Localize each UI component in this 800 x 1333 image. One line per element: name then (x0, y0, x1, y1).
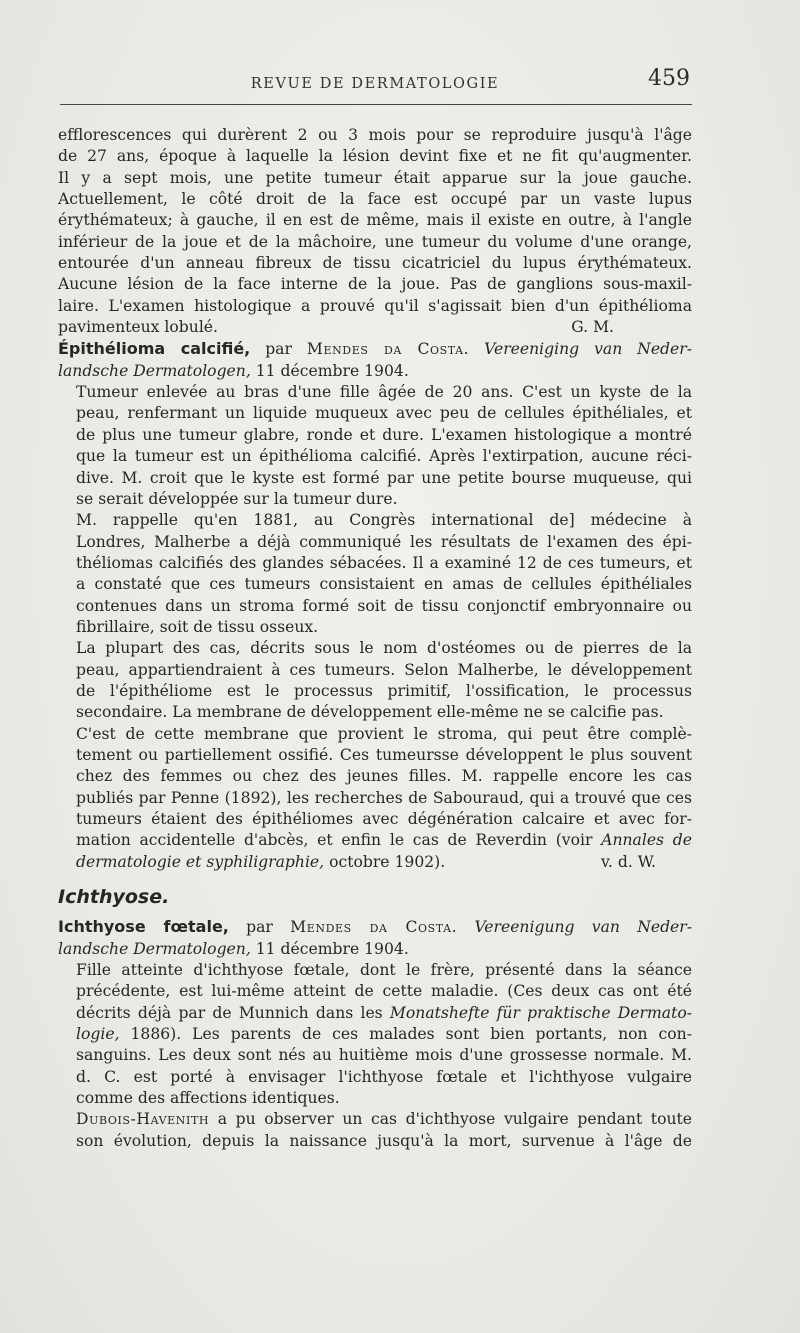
body-text (58, 125, 692, 1152)
journal-name: Vereenigung van Neder- (474, 918, 693, 937)
text-line (58, 852, 692, 873)
text-line: Aucune lésion de la face interne de la joue. Pas de ganglions sous-maxil- (58, 275, 692, 294)
article-title: Ichthyose fœtale, (58, 917, 229, 937)
text-line (58, 916, 692, 938)
text-line: chez des femmes ou chez des jeunes filles. M. rappelle encore les cas (76, 767, 692, 786)
text-line: entourée d'un anneau fibreux de tissu cicatriciel du lupus érythémateux. (58, 254, 692, 273)
text-line: a constaté que ces tumeurs consistaient en amas de cellules épithéliales (76, 575, 692, 594)
text-line: Il y a sept mois, une petite tumeur était apparue sur la joue gauche. (58, 168, 692, 187)
journal-name: landsche Dermatologen, (58, 361, 251, 380)
text-line: peau, renfermant un liquide muqueux avec peu de cellules épithéliales, et (76, 404, 692, 423)
text-line: se serait développée sur la tumeur dure. (76, 489, 398, 508)
text-line: inférieur de la joue et de la mâchoire, une tumeur du volume d'une orange, (58, 232, 692, 251)
text-line: tement ou partiellement ossifié. Ces tumeursse développent le plus souvent (76, 745, 692, 764)
article2-paragraph (58, 724, 692, 873)
cited-author: Dubois-Havenith (76, 1110, 210, 1129)
text-line: tumeurs étaient des épithéliomes avec dégénération calcaire et avec for- (76, 810, 692, 828)
journal-name: Annales de (601, 831, 692, 850)
text-line (58, 338, 692, 360)
article1-paragraph (58, 125, 692, 338)
text-fragment: par (228, 918, 291, 937)
text-line: La plupart des cas, décrits sous le nom d'ostéomes ou de pierres de la (76, 639, 692, 658)
text-line: de l'épithéliome est le processus primitif, l'ossification, le processus (76, 681, 692, 700)
text-line: que la tumeur est un épithélioma calcifié. Après l'extirpation, aucune réci- (76, 447, 692, 466)
text-line: publiés par Penne (1892), les recherches de Sabouraud, qui a trouvé que ces (76, 788, 692, 807)
text-line: Actuellement, le côté droit de la face est occupé par un vaste lupus (58, 190, 692, 209)
text-line: son évolution, depuis la naissance jusqu'à la mort, survenue à l'âge de (76, 1131, 692, 1150)
text-line: efflorescences qui durèrent 2 ou 3 mois pour se reproduire jusqu'à l'âge (58, 126, 692, 144)
text-line: de 27 ans, époque à laquelle la lésion devint fixe et ne fit qu'augmenter. (58, 147, 692, 166)
text-line (58, 1024, 692, 1045)
text-line: érythémateux; à gauche, il en est de même, mais il existe en outre, à l'angle (58, 211, 692, 230)
text-fragment: 1886). Les parents de ces malades sont bien portants, non con- (119, 1025, 692, 1044)
text-line: théliomas calcifiés des glandes sébacées. Il a examiné 12 de ces tumeurs, et (76, 553, 692, 572)
text-fragment: décrits déjà par de Munnich dans les (76, 1003, 383, 1022)
article2-paragraph (58, 382, 692, 510)
text-line: Londres, Malherbe a déjà communiqué les résultats de l'examen des épi- (76, 532, 692, 551)
article-date: 11 décembre 1904. (250, 939, 409, 958)
text-fragment: octobre 1902). (324, 852, 446, 871)
text-line: peau, appartiendraient à ces tumeurs. Selon Malherbe, le développement (76, 660, 692, 679)
text-line: contenues dans un stroma formé soit de tissu conjonctif embryonnaire ou (76, 596, 692, 615)
journal-name: Vereeniging van Neder- (484, 340, 692, 359)
text-line: d. C. est porté à envisager l'ichthyose fœtale et l'ichthyose vulgaire (76, 1067, 692, 1086)
text-line: C'est de cette membrane que provient le stroma, qui peut être complè- (76, 724, 692, 743)
header-rule (60, 104, 692, 105)
article3-paragraph (58, 960, 692, 1109)
journal-name: logie, (76, 1025, 120, 1044)
article3-heading (58, 916, 692, 960)
author-signature: G. M. (571, 318, 614, 337)
article-author: Mendes da Costa. (306, 340, 470, 359)
text-fragment: pavimenteux lobulé. (58, 318, 218, 337)
journal-name: dermatologie et syphiligraphie, (76, 852, 325, 871)
article3-paragraph (58, 1109, 692, 1152)
text-line: de plus une tumeur glabre, ronde et dure. L'examen histologique a montré (76, 425, 692, 444)
text-fragment: a pu observer un cas d'ichthyose vulgaire pendant toute (209, 1110, 692, 1129)
article-title: Épithélioma calcifié, (58, 339, 251, 359)
text-fragment: par (250, 340, 307, 359)
text-line: laire. L'examen histologique a prouvé qu'il s'agissait bien d'un épithélioma (58, 296, 692, 315)
article-date: 11 décembre 1904. (250, 361, 409, 380)
section-heading: Ichthyose. (58, 886, 170, 909)
text-line (58, 1109, 692, 1130)
text-line: précédente, est lui-même atteint de cette maladie. (Ces deux cas ont été (76, 982, 692, 1001)
journal-name: landsche Dermatologen, (58, 939, 251, 958)
text-line: Fille atteinte d'ichthyose fœtale, dont le frère, présenté dans la séance (76, 961, 692, 980)
text-line: Tumeur enlevée au bras d'une fille âgée de 20 ans. C'est un kyste de la (76, 383, 692, 402)
text-line: sanguins. Les deux sont nés au huitième mois d'une grossesse normale. M. (76, 1046, 692, 1065)
text-line: dive. M. croit que le kyste est formé par une petite bourse muqueuse, qui (76, 468, 692, 487)
author-signature: v. d. W. (600, 852, 656, 871)
article2-paragraph (58, 638, 692, 723)
article-author: Mendes da Costa. (290, 918, 458, 937)
text-line (58, 1003, 692, 1024)
running-title: REVUE DE DERMATOLOGIE (250, 76, 500, 92)
text-line: M. rappelle qu'en 1881, au Congrès international de] médecine à (76, 511, 692, 530)
article2-paragraph (58, 510, 692, 638)
text-line: fibrillaire, soit de tissu osseux. (76, 617, 319, 636)
text-line: comme des affections identiques. (76, 1089, 340, 1108)
text-line (58, 830, 692, 851)
text-line (58, 939, 692, 960)
text-line (58, 361, 692, 382)
running-header (60, 62, 690, 96)
text-line (58, 317, 692, 338)
page-number: 459 (648, 66, 690, 91)
journal-name: Monatshefte für praktische Dermato- (389, 1003, 692, 1022)
article2-heading (58, 338, 692, 382)
text-fragment: mation accidentelle d'abcès, et enfin le cas de Reverdin (voir (76, 831, 593, 850)
text-line: secondaire. La membrane de développement elle-même ne se calcifie pas. (76, 703, 664, 722)
